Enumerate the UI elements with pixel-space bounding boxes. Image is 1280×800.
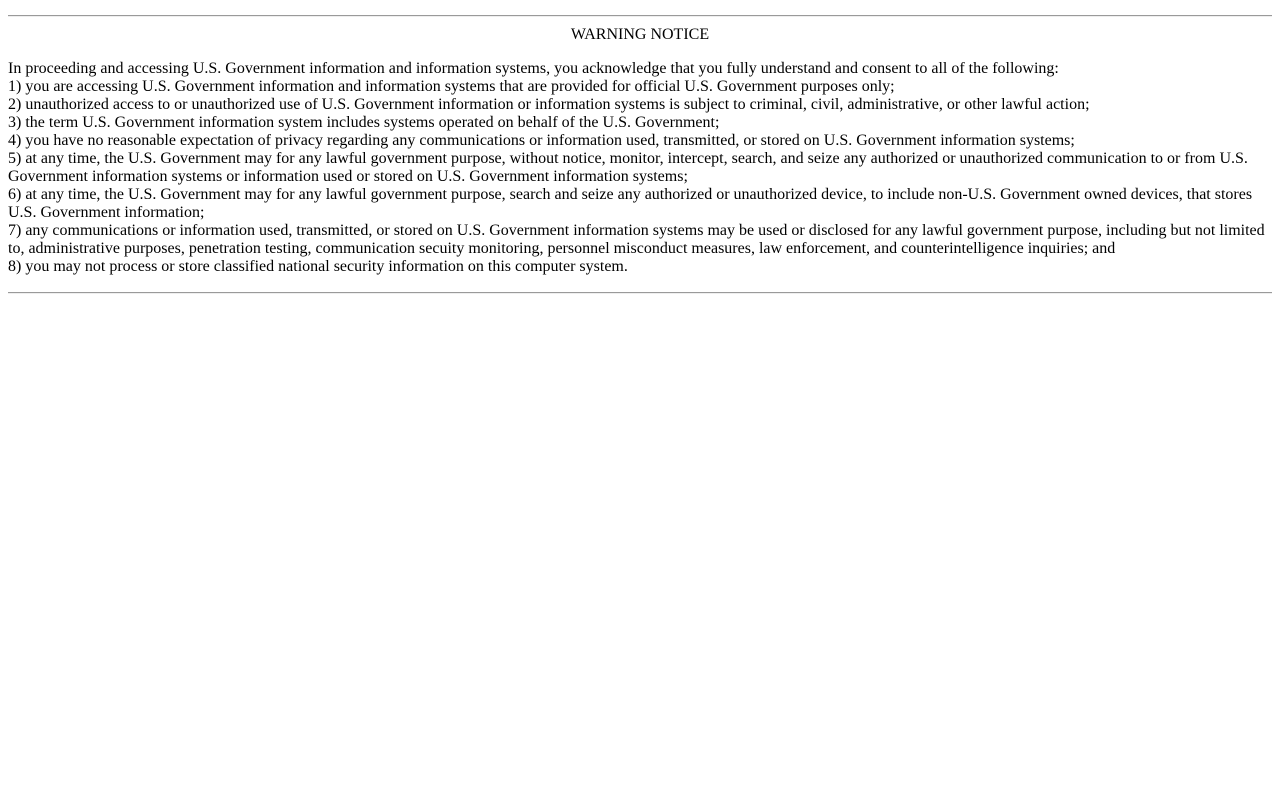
notice-title: WARNING NOTICE (570, 26, 710, 43)
notice-item-7: 7) any communications or information used, transmitted, or stored on U.S. Government information systems may be used or disclosed for any lawful government purpose, including but not limited to, administrative purposes, penetration testing, communication secuity monitoring, personnel misconduct measures, law enforcement, and counterintelligence inquiries; and (8, 222, 1265, 257)
top-divider (8, 15, 1272, 17)
notice-item-1: 1) you are accessing U.S. Government information and information systems that are provided for official U.S. Government purposes only; (8, 78, 895, 95)
notice-item-8: 8) you may not process or store classified national security information on this computer system. (8, 258, 628, 275)
notice-item-4: 4) you have no reasonable expectation of privacy regarding any communications or information used, transmitted, or stored on U.S. Government information systems; (8, 132, 1075, 149)
notice-item-6: 6) at any time, the U.S. Government may for any lawful government purpose, search and seize any authorized or unauthorized device, to include non-U.S. Government owned devices, that stores U.S. Government information; (8, 186, 1253, 221)
bottom-divider (8, 292, 1272, 294)
notice-item-2: 2) unauthorized access to or unauthorized use of U.S. Government information or information systems is subject to criminal, civil, administrative, or other lawful action; (8, 96, 1090, 113)
warning-notice-page (8, 15, 1272, 294)
notice-body (8, 60, 1272, 276)
notice-intro: In proceeding and accessing U.S. Government information and information systems, you acknowledge that you fully understand and consent to all of the following: (8, 60, 1059, 77)
notice-item-3: 3) the term U.S. Government information system includes systems operated on behalf of the U.S. Government; (8, 114, 720, 131)
notice-item-5: 5) at any time, the U.S. Government may for any lawful government purpose, without notice, monitor, intercept, search, and seize any authorized or unauthorized communication to or from U.S. Government information systems or information used or stored on U.S. Government information systems; (8, 150, 1248, 185)
